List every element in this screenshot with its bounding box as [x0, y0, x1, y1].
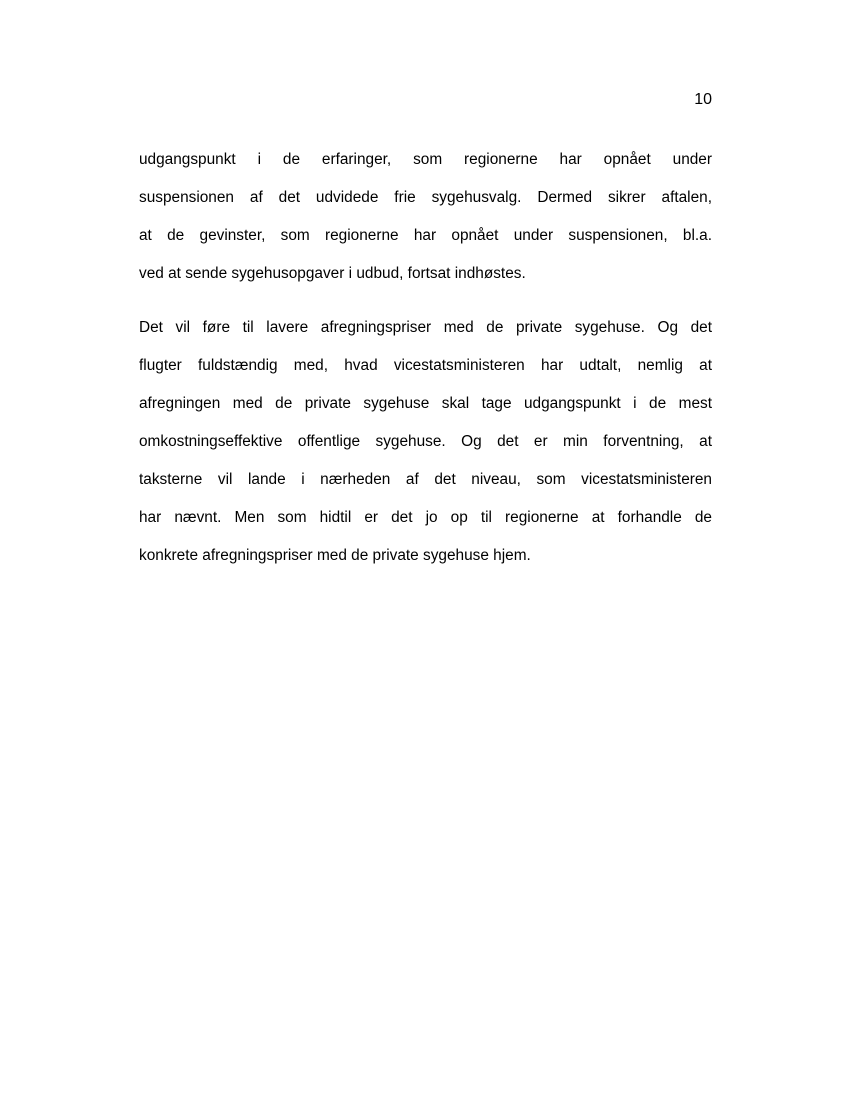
text-line: afregningen med de private sygehuse skal tage udgangspunkt i de mest [139, 395, 712, 412]
text-line: suspensionen af det udvidede frie sygehusvalg. Dermed sikrer aftalen, [139, 189, 712, 206]
text-line: konkrete afregningspriser med de private sygehuse hjem. [139, 547, 531, 564]
text-line: omkostningseffektive offentlige sygehuse. Og det er min forventning, at [139, 433, 712, 450]
text-line: udgangspunkt i de erfaringer, som regionerne har opnået under [139, 151, 712, 168]
text-line: Det vil føre til lavere afregningspriser med de private sygehuse. Og det [139, 319, 712, 336]
text-line: har nævnt. Men som hidtil er det jo op til regionerne at forhandle de [139, 509, 712, 526]
page-number: 10 [694, 91, 712, 108]
text-line: taksterne vil lande i nærheden af det niveau, som vicestatsministeren [139, 471, 712, 488]
body-text [139, 141, 712, 591]
text-line: flugter fuldstændig med, hvad vicestatsministeren har udtalt, nemlig at [139, 357, 712, 374]
text-line: ved at sende sygehusopgaver i udbud, fortsat indhøstes. [139, 265, 526, 282]
text-line: at de gevinster, som regionerne har opnået under suspensionen, bl.a. [139, 227, 712, 244]
paragraph-1 [139, 141, 712, 293]
paragraph-2 [139, 309, 712, 575]
